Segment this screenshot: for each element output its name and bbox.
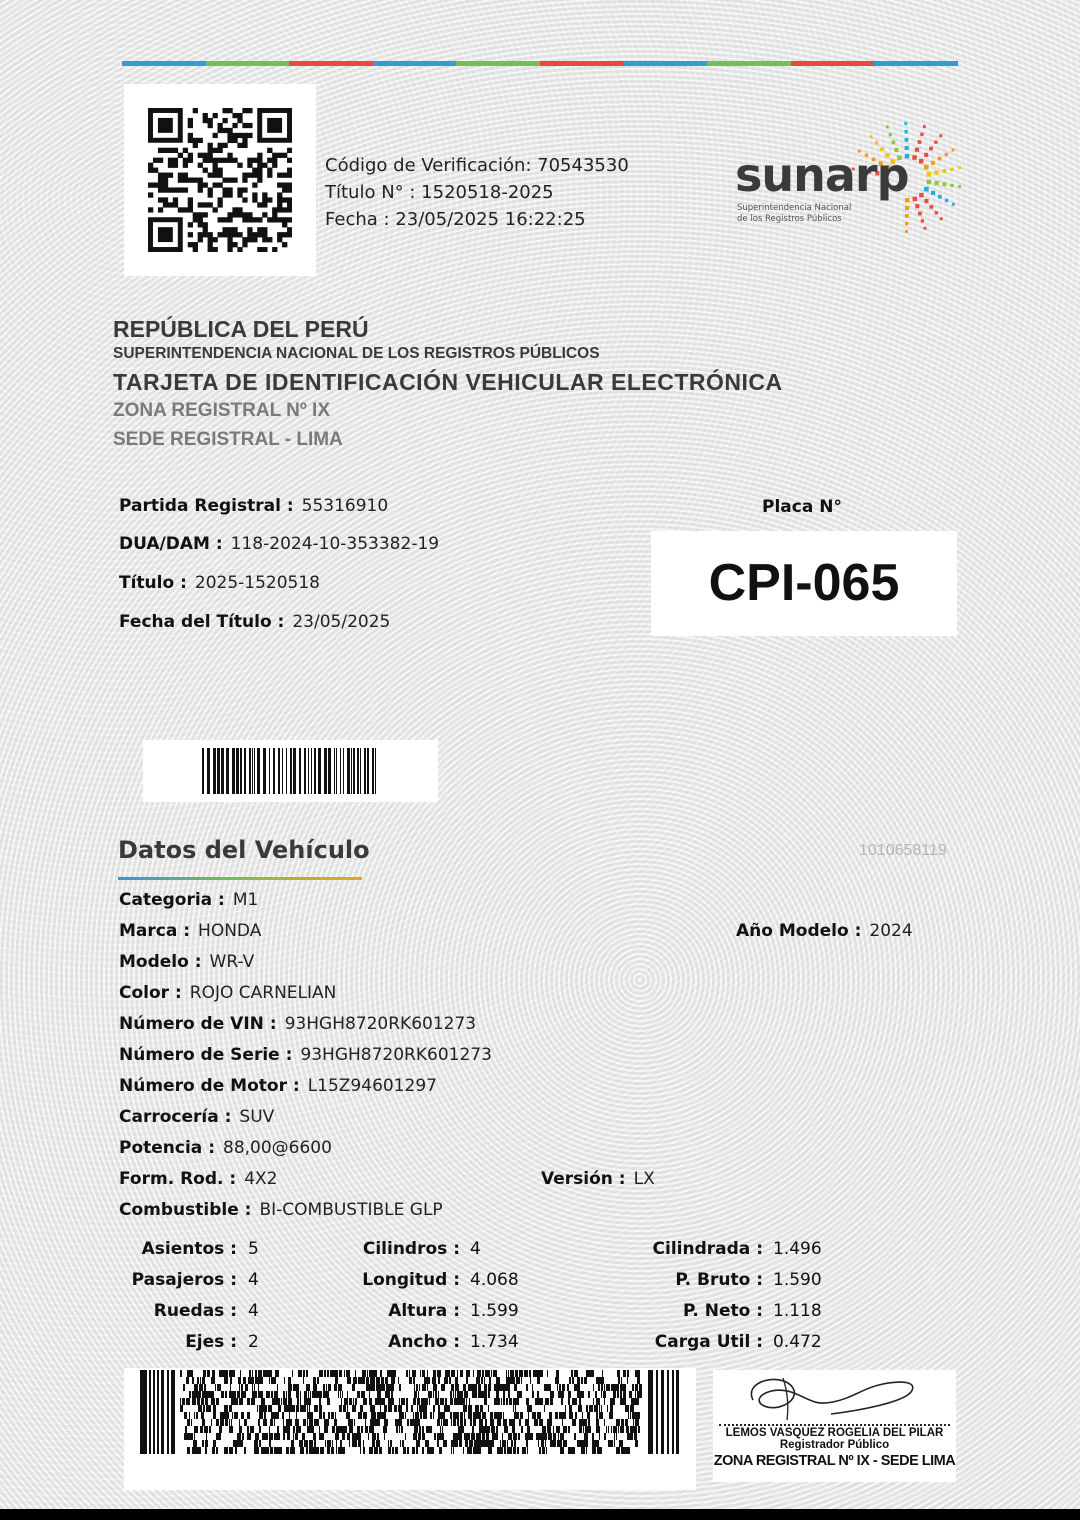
field-label: Partida Registral : <box>119 496 294 516</box>
field-value: 23/05/2025 <box>292 612 391 632</box>
stripe-segment <box>791 61 875 66</box>
field-value: 88,00@6600 <box>223 1138 332 1158</box>
longitud-value: 4.068 <box>470 1270 519 1290</box>
field-value: BI-COMBUSTIBLE GLP <box>259 1200 443 1220</box>
pneto-value: 1.118 <box>773 1301 822 1321</box>
categoria-field <box>119 890 258 910</box>
modelo-field <box>119 952 254 972</box>
titulo-field <box>119 573 320 593</box>
barcode-icon <box>202 748 380 794</box>
color-stripe <box>122 61 958 66</box>
field-value: ROJO CARNELIAN <box>189 983 337 1003</box>
carga-label: Carga Util : <box>654 1332 763 1352</box>
field-value: WR-V <box>209 952 255 972</box>
signatory-name: LEMOS VASQUEZ ROGELIA DEL PILAR <box>725 1427 944 1439</box>
stripe-segment <box>373 61 457 66</box>
field-value: 93HGH8720RK601273 <box>300 1045 492 1065</box>
cilindrada-value: 1.496 <box>773 1239 822 1259</box>
dua-field <box>119 534 439 554</box>
title-number: Título N° : 1520518-2025 <box>325 182 554 203</box>
stripe-segment <box>874 61 958 66</box>
logo-subtitle-line: Superintendencia Nacional <box>737 203 852 213</box>
pasajeros-label: Pasajeros : <box>131 1270 237 1290</box>
field-label: DUA/DAM : <box>119 534 223 554</box>
handwritten-signature-icon <box>713 1370 956 1426</box>
field-label: Carrocería : <box>119 1107 232 1127</box>
ruedas-value: 4 <box>248 1301 259 1321</box>
country-heading: REPÚBLICA DEL PERÚ <box>113 316 369 342</box>
signatory-zone: ZONA REGISTRAL Nº IX - SEDE LIMA <box>713 1453 956 1469</box>
anio-field <box>736 921 913 941</box>
signature-block <box>713 1370 956 1482</box>
motor-field <box>119 1076 437 1096</box>
asientos-value: 5 <box>248 1239 259 1259</box>
field-label: Categoria : <box>119 890 225 910</box>
logo-subtitle-line: de los Registros Públicos <box>737 214 842 224</box>
carga-value: 0.472 <box>773 1332 822 1352</box>
ancho-label: Ancho : <box>388 1332 460 1352</box>
field-value: 118-2024-10-353382-19 <box>230 534 440 554</box>
field-label: Número de Serie : <box>119 1045 293 1065</box>
stripe-segment <box>289 61 373 66</box>
combustible-field <box>119 1200 443 1220</box>
plate-number: CPI-065 <box>708 554 900 612</box>
office-heading: SEDE REGISTRAL - LIMA <box>113 429 343 450</box>
qr-code <box>124 84 316 276</box>
field-value: HONDA <box>198 921 262 941</box>
pdf417-barcode-icon <box>140 1370 680 1454</box>
field-label: Año Modelo : <box>736 921 862 941</box>
partida-field <box>119 496 388 516</box>
field-value: LX <box>633 1169 655 1189</box>
issue-date: Fecha : 23/05/2025 16:22:25 <box>325 209 586 230</box>
verification-block <box>325 152 629 233</box>
pneto-label: P. Neto : <box>683 1301 763 1321</box>
plate-label: Placa N° <box>762 497 842 517</box>
altura-label: Altura : <box>388 1301 460 1321</box>
stripe-segment <box>707 61 791 66</box>
linear-barcode <box>143 740 438 802</box>
field-value: M1 <box>232 890 259 910</box>
verification-code: Código de Verificación: 70543530 <box>325 155 629 176</box>
field-label: Modelo : <box>119 952 202 972</box>
potencia-field <box>119 1138 332 1158</box>
document-serial: 1010658119 <box>859 842 947 859</box>
color-field <box>119 983 336 1003</box>
stripe-segment <box>540 61 624 66</box>
section-underline <box>118 877 362 880</box>
pbruto-label: P. Bruto : <box>675 1270 763 1290</box>
field-label: Fecha del Título : <box>119 612 285 632</box>
cilindrada-label: Cilindrada : <box>652 1239 763 1259</box>
field-label: Número de VIN : <box>119 1014 277 1034</box>
signatory-role: Registrador Público <box>779 1439 890 1451</box>
carroceria-field <box>119 1107 274 1127</box>
signature-line <box>719 1424 950 1426</box>
field-value: 4X2 <box>244 1169 278 1189</box>
pbruto-value: 1.590 <box>773 1270 822 1290</box>
document-title: TARJETA DE IDENTIFICACIÓN VEHICULAR ELECTRÓNICA <box>113 369 783 395</box>
field-label: Título : <box>119 573 187 593</box>
plate-box <box>651 531 957 636</box>
logo-subtitle <box>737 203 851 225</box>
field-value: SUV <box>239 1107 275 1127</box>
marca-field <box>119 921 261 941</box>
ejes-value: 2 <box>248 1332 259 1352</box>
longitud-label: Longitud : <box>362 1270 460 1290</box>
agency-heading: SUPERINTENDENCIA NACIONAL DE LOS REGISTROS PÚBLICOS <box>113 345 600 362</box>
field-value: 2025-1520518 <box>194 573 320 593</box>
field-label: Potencia : <box>119 1138 215 1158</box>
field-label: Combustible : <box>119 1200 252 1220</box>
version-field <box>541 1169 655 1189</box>
field-value: 2024 <box>869 921 913 941</box>
field-value: L15Z94601297 <box>307 1076 437 1096</box>
field-label: Marca : <box>119 921 191 941</box>
pasajeros-value: 4 <box>248 1270 259 1290</box>
altura-value: 1.599 <box>470 1301 519 1321</box>
fecha-titulo-field <box>119 612 390 632</box>
field-label: Versión : <box>541 1169 626 1189</box>
ejes-label: Ejes : <box>185 1332 237 1352</box>
sunarp-logo <box>735 100 975 240</box>
signatory-block <box>713 1427 956 1451</box>
stripe-segment <box>456 61 540 66</box>
field-label: Form. Rod. : <box>119 1169 237 1189</box>
ancho-value: 1.734 <box>470 1332 519 1352</box>
field-label: Número de Motor : <box>119 1076 300 1096</box>
vehicle-section-title: Datos del Vehículo <box>118 836 370 864</box>
ruedas-label: Ruedas : <box>153 1301 237 1321</box>
serie-field <box>119 1045 492 1065</box>
asientos-label: Asientos : <box>141 1239 237 1259</box>
field-label: Color : <box>119 983 182 1003</box>
stripe-segment <box>122 61 206 66</box>
bottom-bar <box>0 1509 1080 1520</box>
cilindros-label: Cilindros : <box>362 1239 460 1259</box>
pdf417-barcode <box>124 1368 696 1490</box>
stripe-segment <box>206 61 290 66</box>
zone-heading: ZONA REGISTRAL Nº IX <box>113 400 331 421</box>
stripe-segment <box>624 61 708 66</box>
qr-code-icon <box>148 108 292 252</box>
formrod-field <box>119 1169 277 1189</box>
field-value: 93HGH8720RK601273 <box>284 1014 477 1034</box>
logo-wordmark: sunarp <box>735 148 909 202</box>
cilindros-value: 4 <box>470 1239 481 1259</box>
vin-field <box>119 1014 476 1034</box>
field-value: 55316910 <box>301 496 389 516</box>
